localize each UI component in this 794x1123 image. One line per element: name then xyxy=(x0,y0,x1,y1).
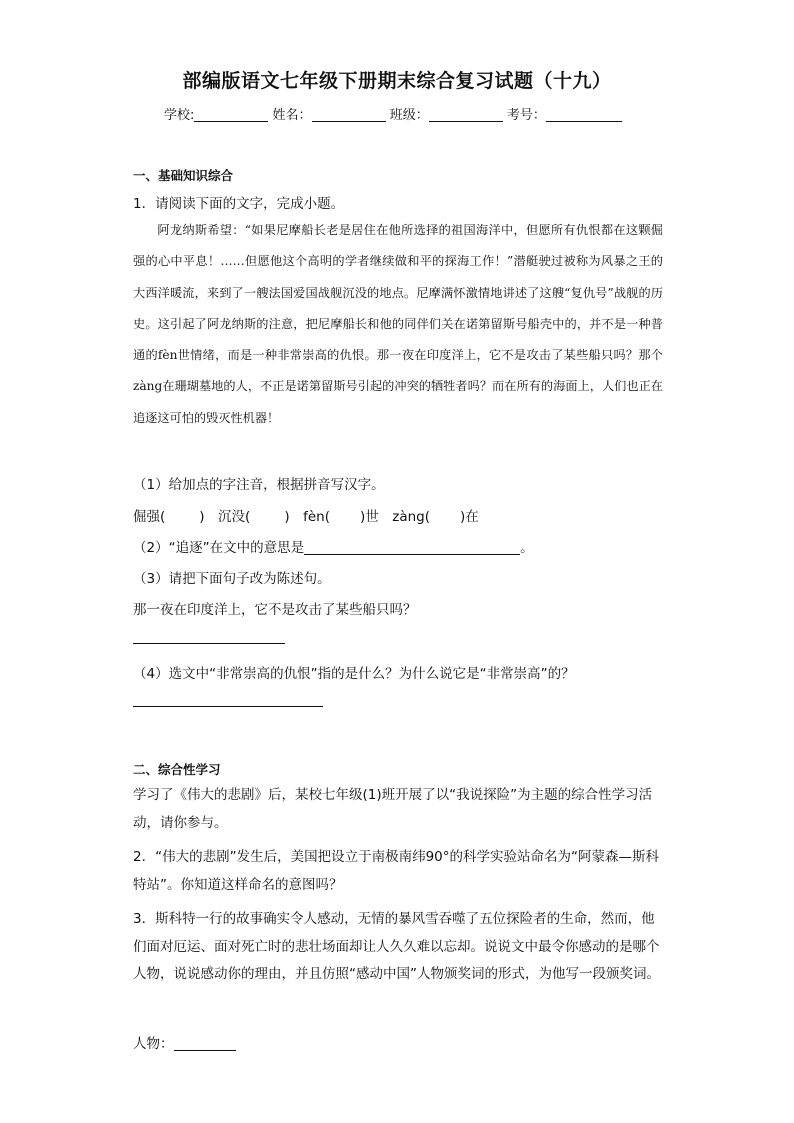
section-2-heading: 二、综合性学习 xyxy=(133,762,221,777)
item-jue-jiang: 倔强( xyxy=(133,509,166,525)
person-row xyxy=(133,1032,236,1052)
item-zang: )世 zàng( xyxy=(359,509,431,525)
person-label: 人物： xyxy=(133,1036,174,1052)
reading-passage xyxy=(133,215,663,434)
page-title: 部编版语文七年级下册期末综合复习试题（十九） xyxy=(182,70,612,92)
sub-question-4-answer-line[interactable] xyxy=(133,706,323,707)
sub-question-2-suffix: 。 xyxy=(520,540,534,556)
sub-question-1-items xyxy=(133,505,479,525)
question-3: 3．斯科特一行的故事确实令人感动，无情的暴风雪吞噬了五位探险者的生命，然而，他们面对厄运、面对死亡时的悲壮场面却让人久久难以忘却。说说文中最令你感动的是哪个人物，说说感动你的理由，并且仿照“感动中国”人物颁奖词的形式，为他写一段颁奖词。 xyxy=(133,911,660,983)
exam-no-blank[interactable] xyxy=(546,107,622,122)
item-chen-mo: ) 沉没( xyxy=(199,509,251,525)
question-2: 2．“伟大的悲剧”发生后，美国把设立于南极南纬90°的科学实验站命名为“阿蒙森—斯科特站”。你知道这样命名的意图吗？ xyxy=(133,849,659,893)
sub-question-3-sentence: 那一夜在印度洋上，它不是攻击了某些船只吗？ xyxy=(133,602,417,618)
sub-question-2-blank[interactable] xyxy=(304,540,520,555)
class-label: 班级： xyxy=(389,108,429,123)
sub-question-1: （1）给加点的字注音，根据拼音写汉字。 xyxy=(133,477,385,493)
class-blank[interactable] xyxy=(429,107,503,122)
sub-question-4: （4）选文中“非常崇高的仇恨”指的是什么？为什么说它是“非常崇高”的？ xyxy=(133,666,575,682)
exam-no-label: 考号： xyxy=(506,108,546,123)
section-2-intro: 学习了《伟大的悲剧》后，某校七年级(1)班开展了以“我说探险”为主题的综合性学习活动，请你参与。 xyxy=(133,787,653,831)
person-blank[interactable] xyxy=(174,1036,236,1051)
sub-question-2-text: （2）“追逐”在文中的意思是 xyxy=(133,540,305,556)
sub-question-3-answer-line[interactable] xyxy=(133,643,285,644)
school-blank[interactable] xyxy=(194,107,268,122)
name-blank[interactable] xyxy=(312,107,386,122)
sub-question-2 xyxy=(133,536,534,556)
passage-text: 阿龙纳斯希望：“如果尼摩船长老是居住在他所选择的祖国海洋中，但愿所有仇恨都在这颗倔强的心中平息！……但愿他这个高明的学者继续做和平的探海工作！”潜艇驶过被称为风暴之王的大西洋暖流，来到了一艘法国爱国战舰沉没的地点。尼摩满怀激情地讲述了这艘“复仇号”战舰的历史。这引起了阿龙纳斯的注意，把尼摩船长和他的同伴们关在诺第留斯号船壳中的，并不是一种普通的fèn世情绪，而是一种非常崇高的仇恨。那一夜在印度洋上，它不是攻击了某些船只吗？那个zàng在珊瑚墓地的人，不正是诺第留斯号引起的冲突的牺牲者吗？而在所有的海面上，人们也正在追逐这可怕的毁灭性机器！ xyxy=(133,223,663,425)
question-1-intro: 1．请阅读下面的文字，完成小题。 xyxy=(133,196,345,212)
school-label: 学校: xyxy=(164,108,195,123)
item-zai: )在 xyxy=(460,509,479,525)
student-info-row xyxy=(164,104,622,123)
sub-question-3: （3）请把下面句子改为陈述句。 xyxy=(133,571,331,587)
section-1-heading: 一、基础知识综合 xyxy=(133,168,234,183)
item-fen: ) fèn( xyxy=(284,509,330,525)
name-label: 姓名： xyxy=(272,108,312,123)
